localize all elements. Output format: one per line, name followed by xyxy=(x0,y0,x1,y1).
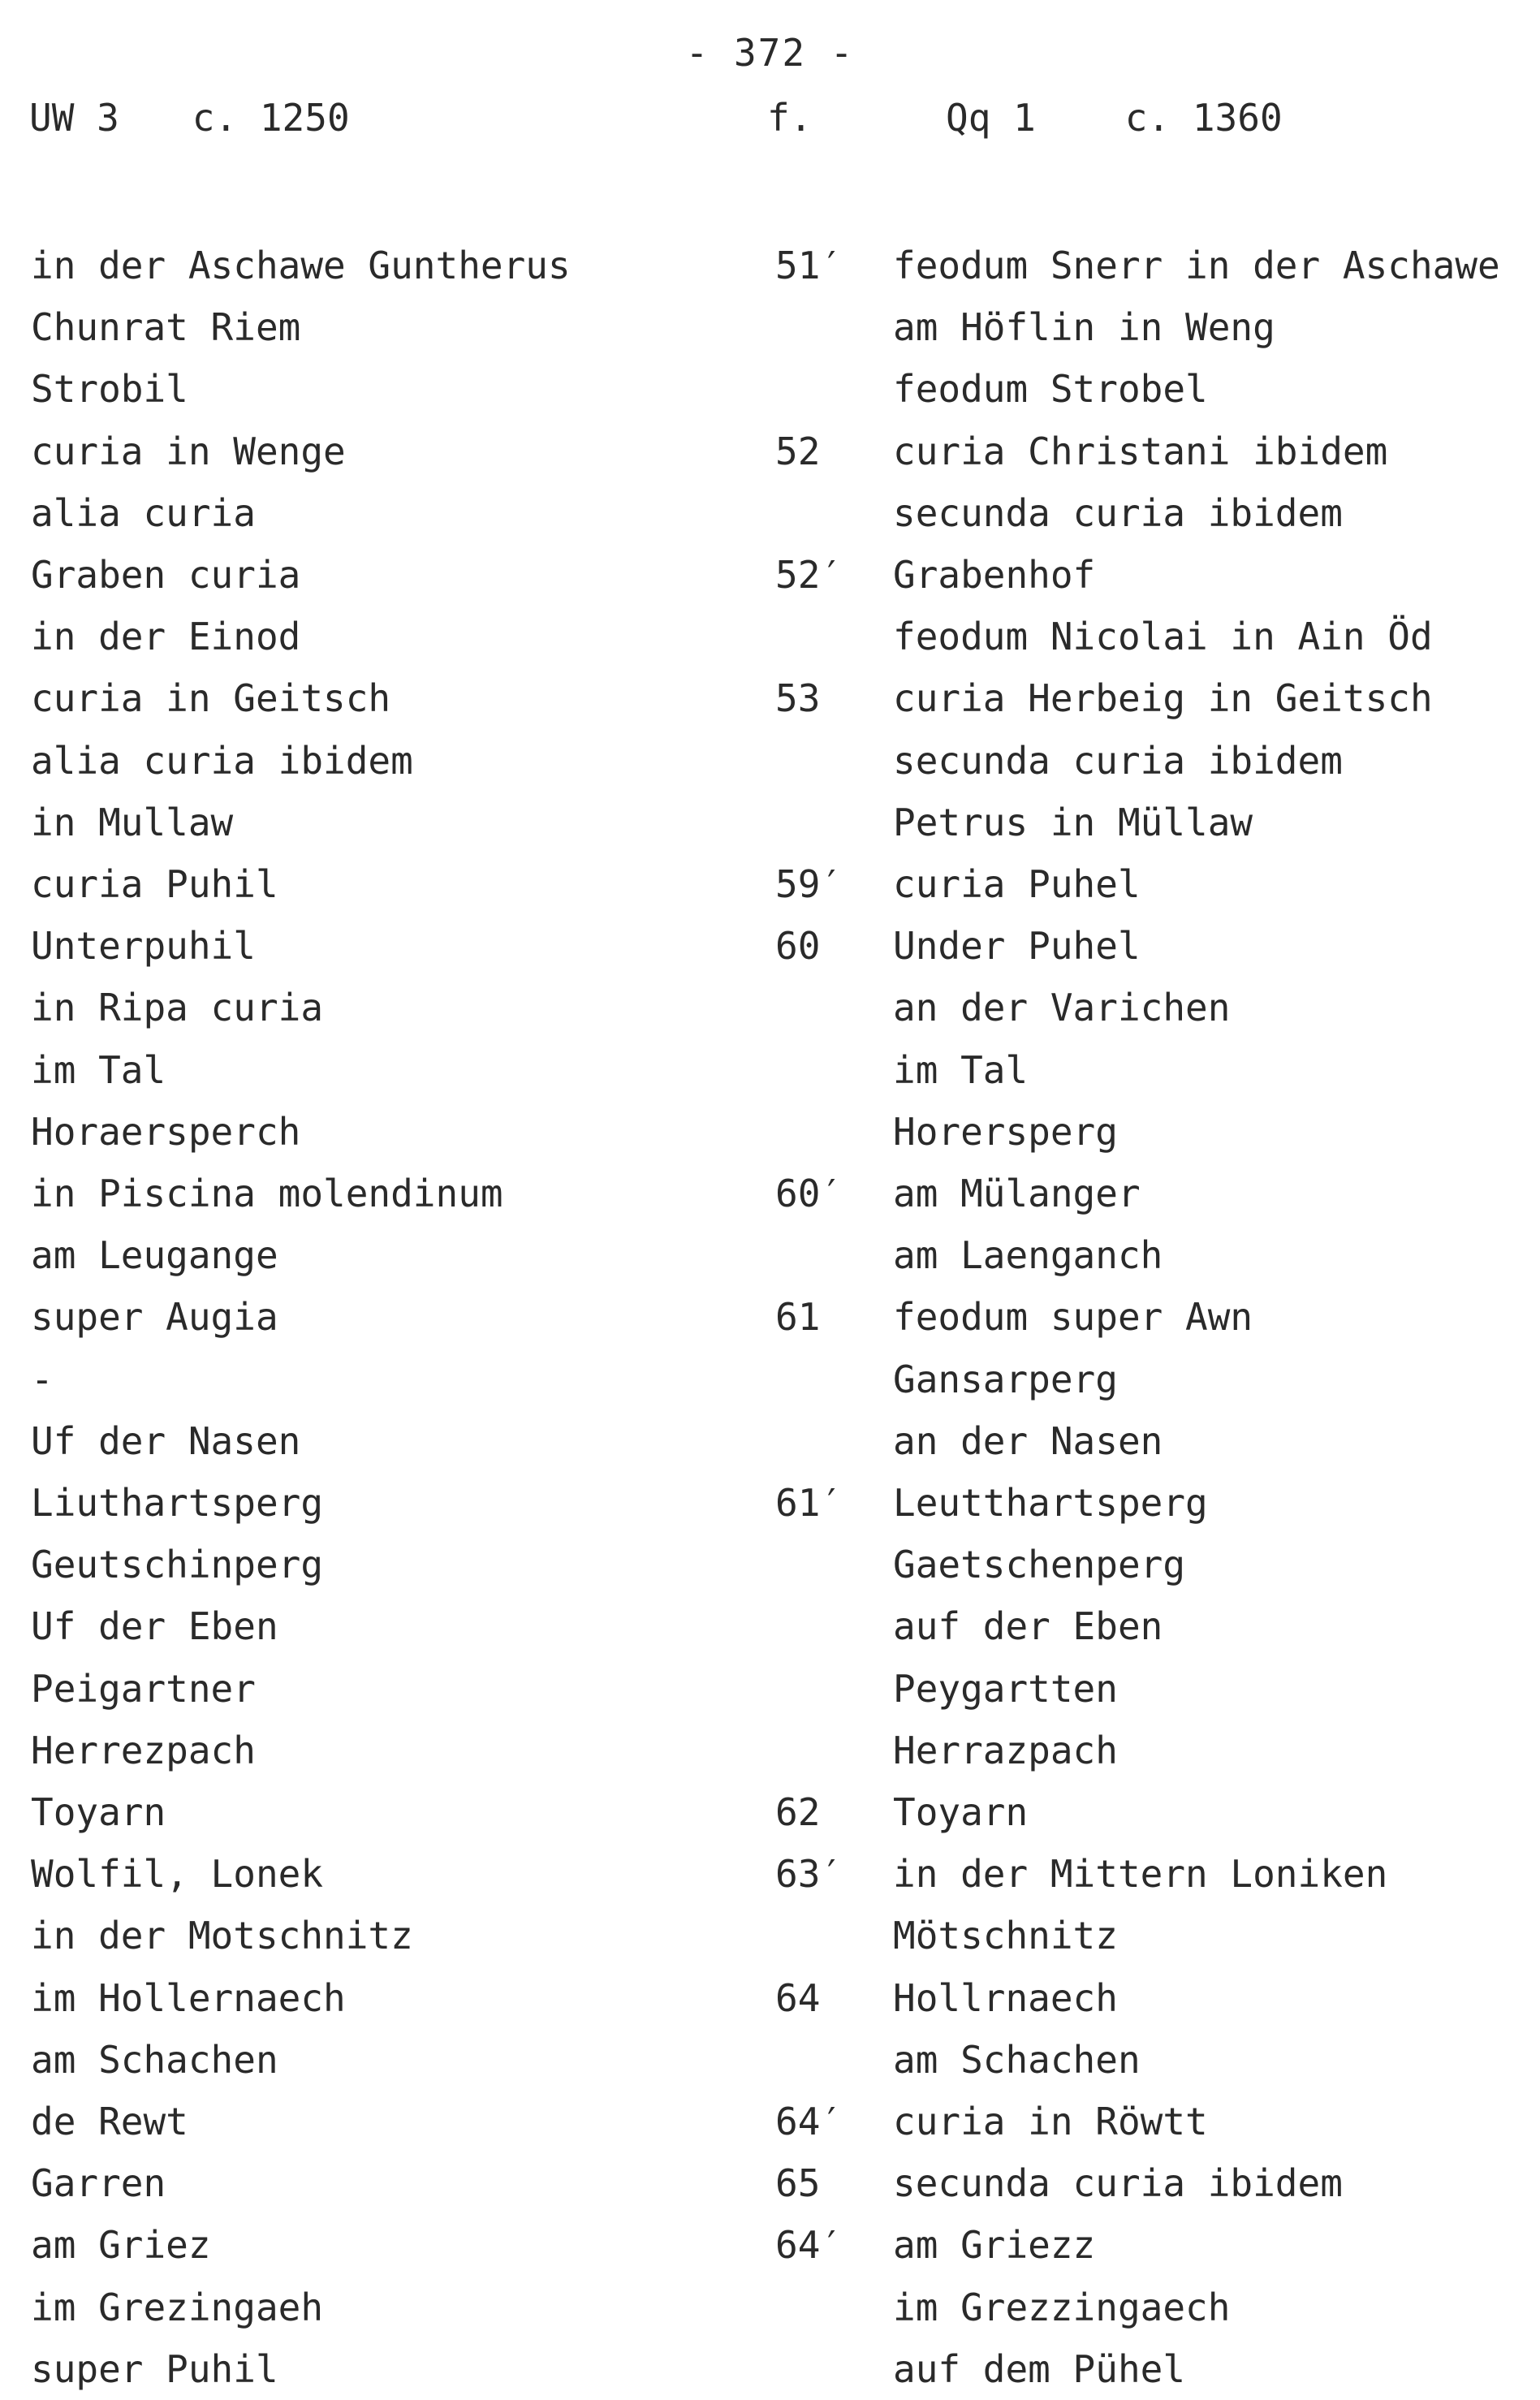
uw3-entry: Uf der Nasen xyxy=(31,1418,301,1463)
folio-number: 65 xyxy=(775,2161,821,2206)
folio-number: 60 xyxy=(775,924,821,969)
table-row xyxy=(0,1659,1540,1720)
uw3-entry: Liuthartsperg xyxy=(31,1481,324,1525)
folio-number: 53 xyxy=(775,676,821,721)
table-row xyxy=(0,545,1540,606)
folio-number: 64′ xyxy=(775,2100,843,2143)
qq1-entry: an der Varichen xyxy=(893,986,1231,1030)
uw3-entry: curia Puhil xyxy=(31,862,278,906)
uw3-entry: in Piscina molendinum xyxy=(31,1172,503,1215)
left-siglum: UW 3 xyxy=(29,96,119,140)
qq1-entry: im Grezzingaech xyxy=(893,2285,1231,2329)
qq1-entry: Herrazpach xyxy=(893,1728,1118,1772)
uw3-entry: Chunrat Riem xyxy=(31,305,301,350)
uw3-entry: in der Einod xyxy=(31,615,301,659)
uw3-entry: Toyarn xyxy=(31,1790,166,1834)
qq1-entry: feodum super Awn xyxy=(893,1295,1253,1340)
folio-number: 52 xyxy=(775,429,821,473)
table-row xyxy=(0,1473,1540,1534)
uw3-entry: super Puhil xyxy=(31,2346,278,2391)
folio-number: 51′ xyxy=(775,244,843,287)
table-row xyxy=(0,1287,1540,1348)
uw3-entry: in der Motschnitz xyxy=(31,1914,413,1958)
table-row xyxy=(0,2215,1540,2276)
qq1-entry: im Tal xyxy=(893,1047,1029,1092)
table-row xyxy=(0,731,1540,792)
qq1-entry: auf der Eben xyxy=(893,1604,1163,1649)
table-row xyxy=(0,606,1540,667)
folio-number: 52′ xyxy=(775,553,843,597)
qq1-entry: Hollrnaech xyxy=(893,1975,1118,2020)
qq1-entry: secunda curia ibidem xyxy=(893,738,1343,783)
uw3-entry: am Leugange xyxy=(31,1233,278,1278)
folio-number: 59′ xyxy=(775,862,843,906)
table-row xyxy=(0,2153,1540,2214)
qq1-entry: Toyarn xyxy=(893,1790,1029,1834)
table-row xyxy=(0,1906,1540,1966)
table-row xyxy=(0,2030,1540,2091)
qq1-entry: Gansarperg xyxy=(893,1357,1118,1401)
uw3-entry: Herrezpach xyxy=(31,1728,256,1772)
uw3-entry: Garren xyxy=(31,2161,166,2206)
uw3-entry: Uf der Eben xyxy=(31,1604,278,1649)
uw3-entry: in Ripa curia xyxy=(31,986,324,1030)
table-row xyxy=(0,1349,1540,1410)
table-row xyxy=(0,1225,1540,1286)
qq1-entry: Petrus in Müllaw xyxy=(893,800,1253,844)
uw3-entry: Geutschinperg xyxy=(31,1543,324,1587)
qq1-entry: Under Puhel xyxy=(893,924,1141,969)
qq1-entry: am Laenganch xyxy=(893,1233,1163,1278)
table-row xyxy=(0,483,1540,544)
folio-number: 64 xyxy=(775,1975,821,2020)
table-row xyxy=(0,916,1540,977)
table-row xyxy=(0,297,1540,358)
uw3-entry: curia in Wenge xyxy=(31,429,346,473)
table-row xyxy=(0,1535,1540,1595)
uw3-entry: in der Aschawe Guntherus xyxy=(31,244,571,287)
table-row xyxy=(0,978,1540,1038)
uw3-entry: alia curia xyxy=(31,490,256,535)
table-row xyxy=(0,2277,1540,2338)
uw3-entry: Strobil xyxy=(31,367,188,412)
table-row xyxy=(0,235,1540,296)
uw3-entry: am Schachen xyxy=(31,2037,278,2082)
uw3-entry: super Augia xyxy=(31,1295,278,1340)
table-row xyxy=(0,1163,1540,1224)
table-row xyxy=(0,854,1540,915)
qq1-entry: Gaetschenperg xyxy=(893,1543,1186,1587)
qq1-entry: curia Herbeig in Geitsch xyxy=(893,676,1433,721)
uw3-entry: am Griez xyxy=(31,2223,211,2268)
left-column-header xyxy=(29,96,350,140)
uw3-entry: Graben curia xyxy=(31,553,301,597)
qq1-entry: Horersperg xyxy=(893,1109,1118,1154)
table-row xyxy=(0,1102,1540,1163)
qq1-entry: an der Nasen xyxy=(893,1418,1163,1463)
table-row xyxy=(0,668,1540,729)
folio-number: 61′ xyxy=(775,1481,843,1525)
folio-number: 63′ xyxy=(775,1852,843,1897)
table-row xyxy=(0,792,1540,853)
uw3-entry: de Rewt xyxy=(31,2100,188,2143)
table-row xyxy=(0,1596,1540,1657)
uw3-entry: im Tal xyxy=(31,1047,166,1092)
uw3-entry: - xyxy=(31,1357,54,1401)
qq1-entry: am Höflin in Weng xyxy=(893,305,1275,350)
qq1-entry: secunda curia ibidem xyxy=(893,490,1343,535)
table-row xyxy=(0,1720,1540,1781)
page-number: - 372 - xyxy=(685,31,855,75)
uw3-entry: curia in Geitsch xyxy=(31,676,391,721)
table-row xyxy=(0,2339,1540,2400)
qq1-entry: am Schachen xyxy=(893,2037,1141,2082)
right-siglum: Qq 1 xyxy=(946,96,1036,140)
qq1-entry: curia in Röwtt xyxy=(893,2100,1208,2143)
qq1-entry: Leutthartsperg xyxy=(893,1481,1208,1525)
qq1-entry: feodum Snerr in der Aschawe xyxy=(893,244,1500,287)
table-row xyxy=(0,1411,1540,1472)
folio-number: 61 xyxy=(775,1295,821,1340)
uw3-entry: Peigartner xyxy=(31,1666,256,1711)
uw3-entry: Horaersperch xyxy=(31,1109,301,1154)
qq1-entry: auf dem Pühel xyxy=(893,2346,1186,2391)
qq1-entry: Grabenhof xyxy=(893,553,1096,597)
qq1-entry: feodum Nicolai in Ain Öd xyxy=(893,615,1433,659)
qq1-entry: Peygartten xyxy=(893,1666,1118,1711)
uw3-entry: Unterpuhil xyxy=(31,924,256,969)
left-date: c. 1250 xyxy=(192,96,350,140)
qq1-entry: am Griezz xyxy=(893,2223,1096,2268)
table-row xyxy=(0,2091,1540,2152)
qq1-entry: Mötschnitz xyxy=(893,1914,1118,1958)
table-row xyxy=(0,1040,1540,1101)
uw3-entry: in Mullaw xyxy=(31,800,234,844)
qq1-entry: in der Mittern Loniken xyxy=(893,1852,1388,1897)
qq1-entry: secunda curia ibidem xyxy=(893,2161,1343,2206)
folio-column-header: f. xyxy=(767,96,813,140)
folio-number: 62 xyxy=(775,1790,821,1834)
uw3-entry: im Hollernaech xyxy=(31,1975,346,2020)
folio-number: 60′ xyxy=(775,1172,843,1215)
uw3-entry: alia curia ibidem xyxy=(31,738,413,783)
qq1-entry: curia Christani ibidem xyxy=(893,429,1388,473)
table-row xyxy=(0,1782,1540,1843)
table-row xyxy=(0,1968,1540,2029)
qq1-entry: am Mülanger xyxy=(893,1172,1141,1215)
qq1-entry: curia Puhel xyxy=(893,862,1141,906)
folio-number: 64′ xyxy=(775,2223,843,2268)
qq1-entry: feodum Strobel xyxy=(893,367,1208,412)
table-row xyxy=(0,1844,1540,1905)
right-column-header xyxy=(946,96,1283,140)
uw3-entry: Wolfil, Lonek xyxy=(31,1852,324,1897)
table-row xyxy=(0,359,1540,420)
uw3-entry: im Grezingaeh xyxy=(31,2285,324,2329)
table-row xyxy=(0,421,1540,482)
right-date: c. 1360 xyxy=(1124,96,1283,140)
